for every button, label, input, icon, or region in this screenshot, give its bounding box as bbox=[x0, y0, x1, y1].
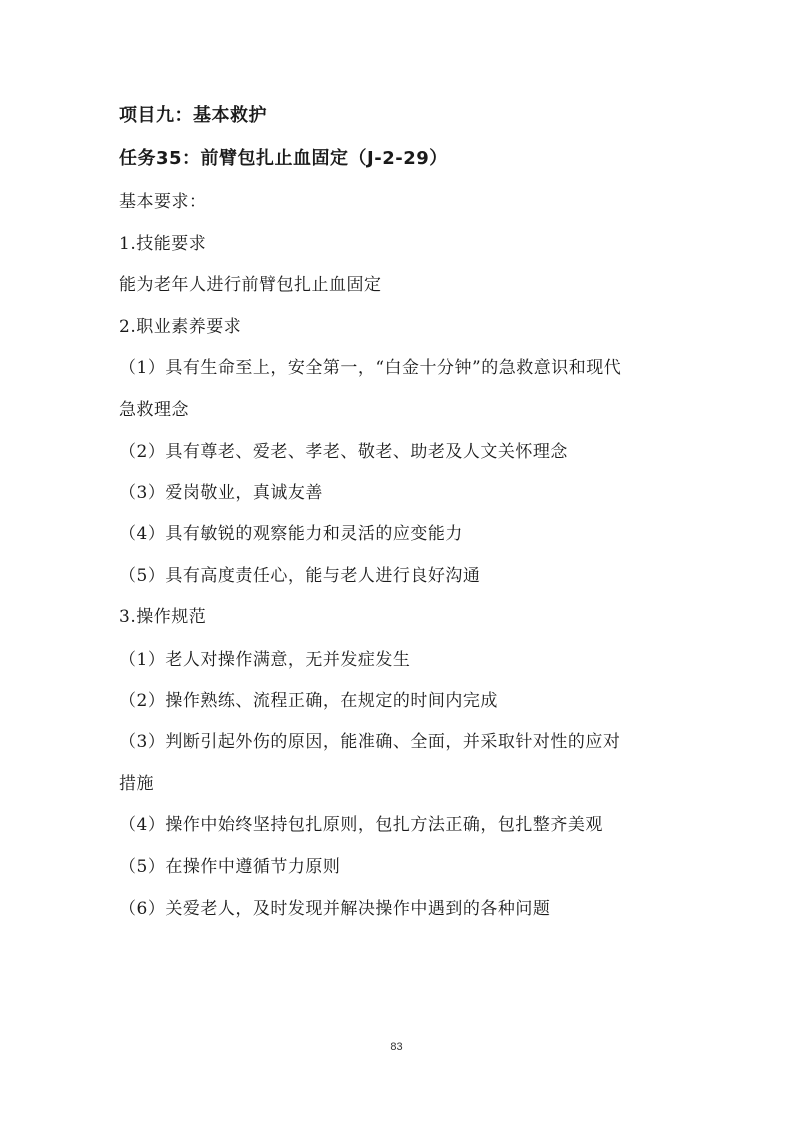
section-title: 项目九：基本救护 bbox=[119, 105, 267, 126]
basic-requirements-label: 基本要求： bbox=[119, 192, 207, 212]
operation-item: （2）操作熟练、流程正确，在规定的时间内完成 bbox=[119, 691, 498, 711]
professional-item: （4）具有敏锐的观察能力和灵活的应变能力 bbox=[119, 524, 463, 544]
operation-item: 措施 bbox=[119, 774, 154, 794]
professional-item: （2）具有尊老、爱老、孝老、敬老、助老及人文关怀理念 bbox=[119, 442, 568, 462]
operation-heading: 3.操作规范 bbox=[119, 607, 207, 627]
task-title: 任务35：前臂包扎止血固定（J-2-29） bbox=[119, 148, 448, 169]
operation-item: （4）操作中始终坚持包扎原则，包扎方法正确，包扎整齐美观 bbox=[119, 815, 603, 835]
professional-item: （5）具有高度责任心，能与老人进行良好沟通 bbox=[119, 566, 481, 586]
professional-heading: 2.职业素养要求 bbox=[119, 317, 242, 337]
operation-item: （6）关爱老人，及时发现并解决操作中遇到的各种问题 bbox=[119, 899, 551, 919]
skill-heading: 1.技能要求 bbox=[119, 234, 207, 254]
professional-item: （3）爱岗敬业，真诚友善 bbox=[119, 483, 323, 503]
operation-item: （1）老人对操作满意，无并发症发生 bbox=[119, 650, 411, 670]
operation-item: （5）在操作中遵循节力原则 bbox=[119, 857, 341, 877]
skill-text: 能为老年人进行前臂包扎止血固定 bbox=[119, 275, 382, 295]
operation-item: （3）判断引起外伤的原因，能准确、全面，并采取针对性的应对 bbox=[119, 732, 621, 752]
professional-item: （1）具有生命至上，安全第一，“白金十分钟”的急救意识和现代 bbox=[119, 358, 622, 378]
professional-item: 急救理念 bbox=[119, 400, 189, 420]
page-number: 83 bbox=[390, 1041, 403, 1053]
